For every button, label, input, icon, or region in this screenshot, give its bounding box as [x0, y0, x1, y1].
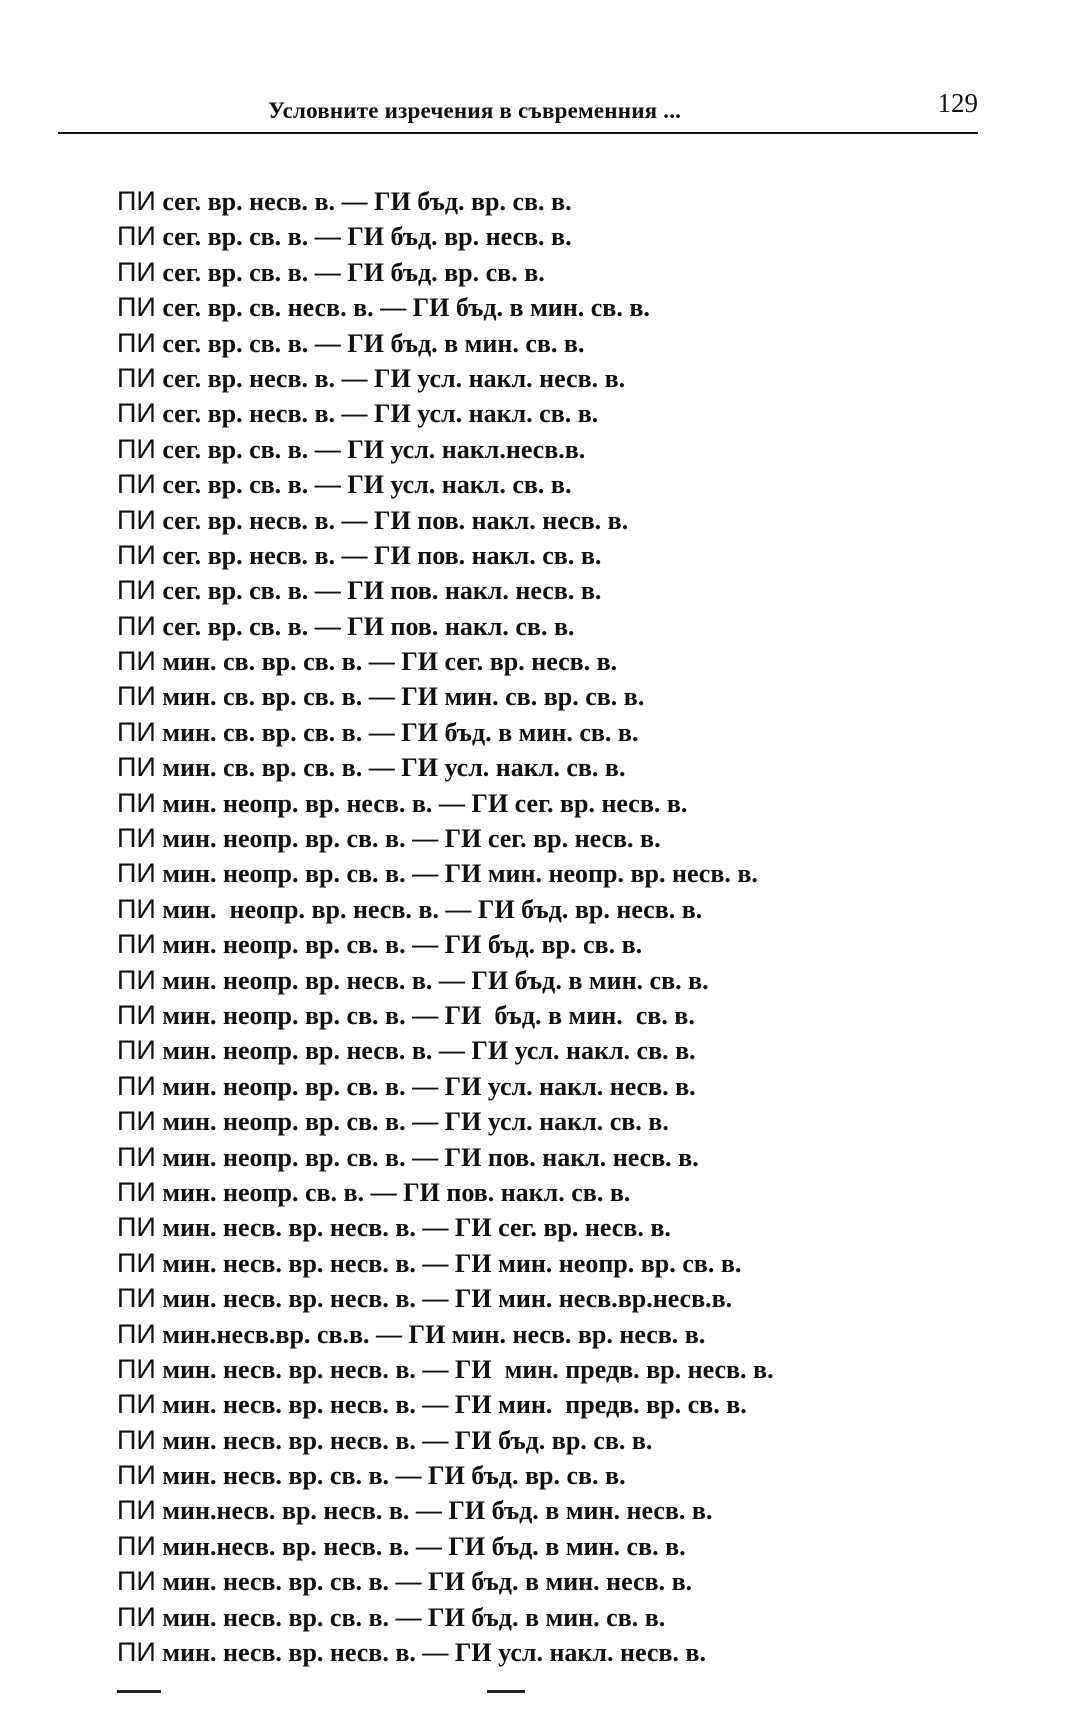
list-item — [117, 219, 774, 254]
entry-text: мин. несв. вр. несв. в. — ГИ мин. несв.вр.несв.в. — [162, 1284, 733, 1314]
entry-text: мин. несв. вр. несв. в. — ГИ бъд. вр. св. в. — [162, 1425, 653, 1455]
entry-prefix: ПИ — [117, 716, 156, 747]
entry-text: сег. вр. св. в. — ГИ пов. накл. св. в. — [162, 611, 575, 641]
entry-text: мин. несв. вр. несв. в. — ГИ усл. накл. несв. в. — [162, 1638, 706, 1668]
list-item — [117, 609, 774, 644]
entry-prefix: ПИ — [117, 1035, 156, 1066]
list-item — [117, 573, 774, 608]
entry-prefix: ПИ — [117, 999, 156, 1030]
list-item — [117, 715, 774, 750]
list-item — [117, 538, 774, 573]
list-item — [117, 1423, 774, 1458]
list-item — [117, 1529, 774, 1564]
list-item — [117, 1210, 774, 1245]
list-item — [117, 1317, 774, 1352]
entry-prefix: ПИ — [117, 1212, 156, 1243]
entry-prefix: ПИ — [117, 575, 156, 606]
list-item — [117, 361, 774, 396]
entry-text: мин. св. вр. св. в. — ГИ сег. вр. несв. в. — [162, 647, 618, 677]
entry-prefix: ПИ — [117, 398, 156, 429]
entry-text: сег. вр. несв. в. — ГИ усл. накл. несв. в. — [162, 363, 626, 393]
entry-prefix: ПИ — [117, 787, 156, 818]
list-item — [117, 503, 774, 538]
entry-prefix: ПИ — [117, 1106, 156, 1137]
entry-prefix: ПИ — [117, 1141, 156, 1172]
entry-text: сег. вр. св. в. — ГИ бъд. вр. св. в. — [162, 257, 545, 287]
entry-text: мин. несв. вр. св. в. — ГИ бъд. вр. св. в. — [162, 1461, 626, 1491]
entry-prefix: ПИ — [117, 504, 156, 535]
entry-text: мин. неопр. вр. несв. в. — ГИ бъд. в мин. св. в. — [162, 965, 709, 995]
list-item — [117, 326, 774, 361]
list-item — [117, 1069, 774, 1104]
entry-prefix: ПИ — [117, 1389, 156, 1420]
entry-prefix: ПИ — [117, 1318, 156, 1349]
list-item — [117, 1104, 774, 1139]
entry-prefix: ПИ — [117, 646, 156, 677]
list-item — [117, 1246, 774, 1281]
entry-text: мин. св. вр. св. в. — ГИ усл. накл. св. в. — [162, 753, 626, 783]
entry-text: мин. несв. вр. несв. в. — ГИ мин. предв. вр. несв. в. — [162, 1354, 774, 1384]
entry-prefix: ПИ — [117, 1637, 156, 1668]
entry-text: сег. вр. св. в. — ГИ усл. накл.несв.в. — [162, 434, 586, 464]
entry-text: мин.несв. вр. несв. в. — ГИ бъд. в мин. св. в. — [162, 1531, 686, 1561]
list-item — [117, 786, 774, 821]
entry-prefix: ПИ — [117, 186, 156, 216]
cut-off-line — [117, 1690, 537, 1710]
entry-text: мин. неопр. вр. св. в. — ГИ мин. неопр. вр. несв. в. — [162, 859, 758, 889]
header-rule — [58, 132, 978, 134]
entry-text: мин. несв. вр. св. в. — ГИ бъд. в мин. св. в. — [162, 1602, 666, 1632]
entry-text: мин. несв. вр. несв. в. — ГИ мин. предв. вр. св. в. — [162, 1390, 747, 1420]
list-item — [117, 396, 774, 431]
entry-text: мин. неопр. вр. св. в. — ГИ бъд. в мин. св. в. — [162, 1000, 695, 1030]
entry-text: мин. несв. вр. несв. в. — ГИ сег. вр. несв. в. — [162, 1213, 671, 1243]
list-item — [117, 255, 774, 290]
entry-prefix: ПИ — [117, 1070, 156, 1101]
list-item — [117, 1140, 774, 1175]
entry-prefix: ПИ — [117, 681, 156, 712]
entry-prefix: ПИ — [117, 1601, 156, 1632]
entry-text: сег. вр. несв. в. — ГИ пов. накл. несв. в. — [162, 505, 629, 535]
entry-text: сег. вр. св. в. — ГИ усл. накл. св. в. — [162, 470, 572, 500]
list-item — [117, 1387, 774, 1422]
running-title: Условните изречения в съвременния ... — [268, 98, 682, 123]
entry-prefix: ПИ — [117, 1566, 156, 1597]
list-item — [117, 1635, 774, 1670]
entry-prefix: ПИ — [117, 1353, 156, 1384]
entry-text: сег. вр. св. в. — ГИ пов. накл. несв. в. — [162, 576, 602, 606]
entry-text: мин. неопр. св. в. — ГИ пов. накл. св. в. — [162, 1177, 631, 1207]
entry-prefix: ПИ — [117, 1530, 156, 1561]
entry-prefix: ПИ — [117, 752, 156, 783]
list-item — [117, 998, 774, 1033]
list-item — [117, 927, 774, 962]
page-number: 129 — [937, 88, 978, 118]
entry-text: сег. вр. несв. в. — ГИ бъд. вр. св. в. — [162, 187, 572, 216]
list-item — [117, 1564, 774, 1599]
list-item — [117, 467, 774, 502]
list-item — [117, 1493, 774, 1528]
list-item — [117, 679, 774, 714]
entry-text: мин. неопр. вр. несв. в. — ГИ сег. вр. несв. в. — [162, 788, 688, 818]
entry-text: сег. вр. св. несв. в. — ГИ бъд. в мин. св. в. — [162, 293, 650, 323]
entry-text: сег. вр. несв. в. — ГИ пов. накл. св. в. — [162, 540, 602, 570]
entry-text: мин. неопр. вр. св. в. — ГИ усл. накл. несв. в. — [162, 1071, 696, 1101]
entry-text: мин.несв. вр. несв. в. — ГИ бъд. в мин. несв. в. — [162, 1496, 713, 1526]
entry-prefix: ПИ — [117, 292, 156, 323]
entry-text: мин. неопр. вр. св. в. — ГИ бъд. вр. св. в. — [162, 930, 643, 960]
entry-text: мин. св. вр. св. в. — ГИ мин. св. вр. св. в. — [162, 682, 645, 712]
list-item — [117, 750, 774, 785]
list-item — [117, 1033, 774, 1068]
entry-prefix: ПИ — [117, 469, 156, 500]
list-item — [117, 644, 774, 679]
entry-text: мин. несв. вр. несв. в. — ГИ мин. неопр. вр. св. в. — [162, 1248, 742, 1278]
entry-prefix: ПИ — [117, 539, 156, 570]
list-item — [117, 892, 774, 927]
entry-prefix: ПИ — [117, 893, 156, 924]
list-item — [117, 1458, 774, 1493]
entry-prefix: ПИ — [117, 929, 156, 960]
list-item — [117, 963, 774, 998]
list-item — [117, 1352, 774, 1387]
entry-text: сег. вр. несв. в. — ГИ усл. накл. св. в. — [162, 399, 599, 429]
list-item — [117, 1281, 774, 1316]
entry-text: мин. неопр. вр. св. в. — ГИ усл. накл. св. в. — [162, 1107, 669, 1137]
entry-text: мин. несв. вр. св. в. — ГИ бъд. в мин. несв. в. — [162, 1567, 693, 1597]
list-item — [117, 1600, 774, 1635]
list-item — [117, 432, 774, 467]
running-header — [58, 88, 978, 136]
list-item — [117, 290, 774, 325]
entry-list — [117, 184, 774, 1670]
entry-prefix: ПИ — [117, 823, 156, 854]
entry-text: мин. неопр. вр. несв. в. — ГИ бъд. вр. несв. в. — [162, 894, 703, 924]
list-item — [117, 821, 774, 856]
entry-prefix: ПИ — [117, 256, 156, 287]
list-item — [117, 856, 774, 891]
entry-text: мин.несв.вр. св.в. — ГИ мин. несв. вр. несв. в. — [162, 1319, 706, 1349]
entry-prefix: ПИ — [117, 362, 156, 393]
list-item — [117, 184, 774, 219]
entry-text: мин. неопр. вр. св. в. — ГИ пов. накл. несв. в. — [162, 1142, 699, 1172]
entry-text: сег. вр. св. в. — ГИ бъд. в мин. св. в. — [162, 328, 585, 358]
entry-text: сег. вр. св. в. — ГИ бъд. вр. несв. в. — [162, 222, 572, 252]
entry-text: мин. св. вр. св. в. — ГИ бъд. в мин. св. в. — [162, 717, 639, 747]
entry-prefix: ПИ — [117, 433, 156, 464]
entry-prefix: ПИ — [117, 964, 156, 995]
entry-prefix: ПИ — [117, 1460, 156, 1491]
entry-prefix: ПИ — [117, 1283, 156, 1314]
entry-prefix: ПИ — [117, 1176, 156, 1207]
entry-prefix: ПИ — [117, 610, 156, 641]
entry-text: мин. неопр. вр. св. в. — ГИ сег. вр. несв. в. — [162, 824, 661, 854]
list-item — [117, 1175, 774, 1210]
entry-prefix: ПИ — [117, 858, 156, 889]
entry-prefix: ПИ — [117, 327, 156, 358]
entry-prefix: ПИ — [117, 1424, 156, 1455]
entry-text: мин. неопр. вр. несв. в. — ГИ усл. накл. св. в. — [162, 1036, 696, 1066]
entry-prefix: ПИ — [117, 221, 156, 252]
entry-prefix: ПИ — [117, 1495, 156, 1526]
entry-prefix: ПИ — [117, 1247, 156, 1278]
